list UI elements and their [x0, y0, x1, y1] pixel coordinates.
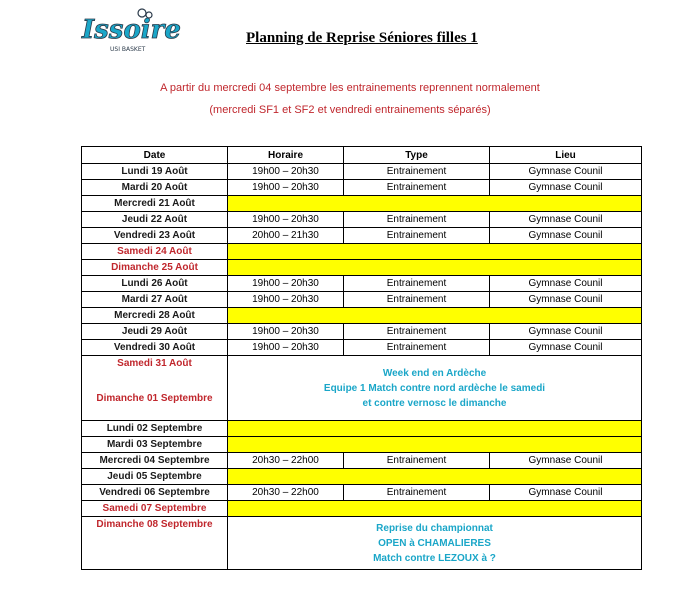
column-header-date: Date [82, 147, 228, 164]
date-cell: Vendredi 30 Août [82, 340, 228, 356]
type-cell: Entrainement [344, 324, 490, 340]
table-row [82, 485, 642, 501]
schedule-table [81, 146, 642, 570]
championship-date-cell [82, 517, 228, 570]
column-header-horaire: Horaire [228, 147, 344, 164]
date-cell: Mardi 03 Septembre [82, 437, 228, 453]
lieu-cell: Gymnase Counil [490, 485, 642, 501]
weekend-note-line-2: Equipe 1 Match contre nord ardèche le samedi [323, 382, 546, 394]
type-cell: Entrainement [344, 228, 490, 244]
lieu-cell: Gymnase Counil [490, 212, 642, 228]
date-cell: Jeudi 22 Août [82, 212, 228, 228]
date-cell: Lundi 19 Août [82, 164, 228, 180]
lieu-cell: Gymnase Counil [490, 228, 642, 244]
rest-day-highlight [228, 421, 642, 437]
table-row [82, 276, 642, 292]
rest-day-highlight [228, 501, 642, 517]
notice-line-1: A partir du mercredi 04 septembre les entrainements reprennent normalement [160, 82, 540, 94]
championship-note [228, 517, 642, 570]
table-row [82, 340, 642, 356]
lieu-cell: Gymnase Counil [490, 324, 642, 340]
lieu-cell: Gymnase Counil [490, 164, 642, 180]
column-header-type: Type [344, 147, 490, 164]
table-row [82, 212, 642, 228]
table-row [82, 453, 642, 469]
date-cell: Samedi 24 Août [82, 244, 228, 260]
rest-day-highlight [228, 244, 642, 260]
date-cell: Mercredi 04 Septembre [82, 453, 228, 469]
column-header-lieu: Lieu [490, 147, 642, 164]
lieu-cell: Gymnase Counil [490, 453, 642, 469]
date-cell: Mercredi 21 Août [82, 196, 228, 212]
type-cell: Entrainement [344, 276, 490, 292]
logo-subtext: USI BASKET [110, 46, 146, 53]
table-row [82, 196, 642, 212]
table-row [82, 469, 642, 485]
rest-day-highlight [228, 469, 642, 485]
type-cell: Entrainement [344, 292, 490, 308]
table-row [82, 180, 642, 196]
date-cell: Mardi 27 Août [82, 292, 228, 308]
horaire-cell: 19h00 – 20h30 [228, 340, 344, 356]
horaire-cell: 20h30 – 22h00 [228, 485, 344, 501]
horaire-cell: 19h00 – 20h30 [228, 324, 344, 340]
weekend-dates [82, 356, 227, 420]
logo-text: Issoire [82, 15, 181, 45]
date-cell: Lundi 02 Septembre [82, 421, 228, 437]
championship-note-line-1: Reprise du championnat [376, 522, 493, 534]
table-row [82, 260, 642, 276]
table-row [82, 421, 642, 437]
weekend-date-cell [82, 356, 228, 421]
weekend-note-line-3: et contre vernosc le dimanche [362, 397, 507, 409]
page-title: Planning de Reprise Séniores filles 1 [246, 30, 478, 46]
date-cell: Jeudi 29 Août [82, 324, 228, 340]
rest-day-highlight [228, 308, 642, 324]
horaire-cell: 20h00 – 21h30 [228, 228, 344, 244]
rest-day-highlight [228, 196, 642, 212]
date-cell: Samedi 07 Septembre [82, 501, 228, 517]
date-cell: Jeudi 05 Septembre [82, 469, 228, 485]
table-row [82, 324, 642, 340]
club-logo [80, 6, 181, 58]
date-cell: Mardi 20 Août [82, 180, 228, 196]
type-cell: Entrainement [344, 453, 490, 469]
date-cell: Dimanche 25 Août [82, 260, 228, 276]
horaire-cell: 19h00 – 20h30 [228, 212, 344, 228]
table-row [82, 228, 642, 244]
lieu-cell: Gymnase Counil [490, 292, 642, 308]
horaire-cell: 20h30 – 22h00 [228, 453, 344, 469]
table-row [82, 292, 642, 308]
rest-day-highlight [228, 437, 642, 453]
lieu-cell: Gymnase Counil [490, 180, 642, 196]
type-cell: Entrainement [344, 212, 490, 228]
type-cell: Entrainement [344, 164, 490, 180]
championship-note-line-2: OPEN à CHAMALIERES [378, 537, 491, 549]
horaire-cell: 19h00 – 20h30 [228, 164, 344, 180]
weekend-note-line-1: Week end en Ardèche [382, 367, 487, 379]
date-cell: Lundi 26 Août [82, 276, 228, 292]
table-header-row [82, 147, 642, 164]
type-cell: Entrainement [344, 340, 490, 356]
table-row [82, 501, 642, 517]
date-cell: Vendredi 06 Septembre [82, 485, 228, 501]
weekend-row [82, 356, 642, 421]
horaire-cell: 19h00 – 20h30 [228, 276, 344, 292]
championship-date: Dimanche 08 Septembre [96, 519, 213, 530]
weekend-date-saturday: Samedi 31 Août [117, 358, 192, 369]
date-cell: Vendredi 23 Août [82, 228, 228, 244]
championship-note-line-3: Match contre LEZOUX à ? [373, 552, 496, 564]
type-cell: Entrainement [344, 485, 490, 501]
lieu-cell: Gymnase Counil [490, 276, 642, 292]
weekend-date-sunday: Dimanche 01 Septembre [96, 393, 213, 404]
table-row [82, 244, 642, 260]
table-row [82, 437, 642, 453]
table-row [82, 308, 642, 324]
table-row [82, 164, 642, 180]
horaire-cell: 19h00 – 20h30 [228, 180, 344, 196]
weekend-note [228, 356, 642, 421]
lieu-cell: Gymnase Counil [490, 340, 642, 356]
date-cell: Mercredi 28 Août [82, 308, 228, 324]
championship-row [82, 517, 642, 570]
rest-day-highlight [228, 260, 642, 276]
notice-line-2: (mercredi SF1 et SF2 et vendredi entrainements séparés) [209, 104, 491, 116]
type-cell: Entrainement [344, 180, 490, 196]
horaire-cell: 19h00 – 20h30 [228, 292, 344, 308]
